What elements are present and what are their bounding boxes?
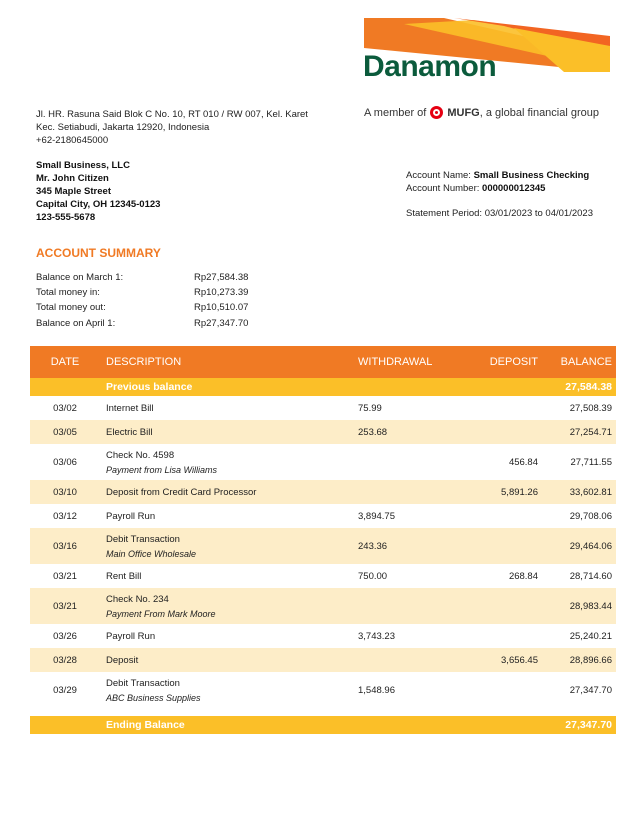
row-deposit: 268.84 <box>508 570 538 582</box>
row-balance: 25,240.21 <box>569 630 612 642</box>
row-deposit: 3,656.45 <box>450 648 544 672</box>
row-date: 03/28 <box>30 648 100 672</box>
row-withdrawal: 253.68 <box>358 420 450 444</box>
table-row <box>30 504 616 528</box>
row-balance: 33,602.81 <box>544 480 616 504</box>
account-summary-title: ACCOUNT SUMMARY <box>36 246 161 260</box>
member-suffix: , a global financial group <box>479 106 599 119</box>
table-row <box>30 396 616 420</box>
table-row <box>30 480 616 504</box>
row-description: Check No. 234 Payment From Mark Moore <box>100 588 358 624</box>
row-description: Electric Bill <box>100 420 358 444</box>
row-deposit <box>450 528 544 564</box>
row-description: Debit Transaction Main Office Wholesale <box>100 528 358 564</box>
transactions-table <box>30 346 616 734</box>
row-withdrawal <box>358 444 450 480</box>
row-memo: Payment from Lisa Williams <box>106 464 217 475</box>
statement-period-value: 03/01/2023 to 04/01/2023 <box>484 208 593 219</box>
table-row <box>30 588 616 624</box>
row-deposit <box>450 588 544 624</box>
row-date: 03/10 <box>30 480 100 504</box>
row-deposit <box>450 396 544 420</box>
row-description: Deposit from Credit Card Processor <box>100 480 358 504</box>
account-name-line: Account Name: Small Business Checking <box>406 170 590 181</box>
danamon-logo-text: Danamon <box>363 50 497 83</box>
row-withdrawal <box>358 480 450 504</box>
customer-city: Capital City, OH 12345-0123 <box>36 199 161 210</box>
summary-row: Balance on March 1: Rp27,584.38 <box>36 272 249 283</box>
row-memo: Main Office Wholesale <box>106 548 197 559</box>
customer-phone: 123-555-5678 <box>36 212 96 223</box>
account-name: Small Business Checking <box>473 170 590 181</box>
row-description: Check No. 4598 Payment from Lisa Williams <box>100 444 358 480</box>
row-balance: 27,254.71 <box>544 420 616 444</box>
header-deposit: DEPOSIT <box>450 346 544 378</box>
account-number: 000000012345 <box>482 183 546 194</box>
bank-address <box>36 108 308 147</box>
account-info <box>406 169 589 195</box>
row-deposit <box>450 624 544 648</box>
row-balance: 28,983.44 <box>544 588 616 624</box>
previous-balance-row: Previous balance 27,584.38 <box>30 378 616 396</box>
row-withdrawal <box>358 588 450 624</box>
statement-period: Statement Period: 03/01/2023 to 04/01/2023 <box>406 208 593 219</box>
row-description: Deposit <box>100 648 358 672</box>
table-row <box>30 528 616 564</box>
row-date: 03/05 <box>30 420 100 444</box>
row-description: Rent Bill <box>106 570 142 582</box>
row-description: Payroll Run <box>106 510 156 522</box>
row-description: Internet Bill <box>106 402 154 414</box>
row-withdrawal: 243.36 <box>358 528 450 564</box>
ending-balance-row: Ending Balance 27,347.70 <box>30 716 616 734</box>
summary-row: Total money out: Rp10,510.07 <box>36 302 249 313</box>
table-row <box>30 444 616 480</box>
customer-street: 345 Maple Street <box>36 186 111 197</box>
row-withdrawal: 75.99 <box>358 402 382 414</box>
summary-row: Balance on April 1: Rp27,347.70 <box>36 318 249 329</box>
row-balance: 29,708.06 <box>569 510 612 522</box>
row-withdrawal <box>358 648 450 672</box>
bank-address-line: Kec. Setiabudi, Jakarta 12920, Indonesia <box>36 122 210 133</box>
mufg-icon <box>430 106 443 119</box>
row-balance: 28,896.66 <box>544 648 616 672</box>
row-description: Payroll Run <box>106 630 156 642</box>
header-date: DATE <box>30 346 100 378</box>
row-date: 03/21 <box>53 570 77 582</box>
row-withdrawal: 3,894.75 <box>358 510 395 522</box>
mufg-name: MUFG <box>447 106 480 119</box>
row-memo: Payment From Mark Moore <box>106 608 216 619</box>
row-withdrawal: 750.00 <box>358 570 388 582</box>
bank-address-line: Jl. HR. Rasuna Said Blok C No. 10, RT 010 / RW 007, Kel. Karet <box>36 109 308 120</box>
row-balance: 28,714.60 <box>569 570 612 582</box>
table-row <box>30 648 616 672</box>
customer-company: Small Business, LLC <box>36 160 130 171</box>
row-withdrawal: 1,548.96 <box>358 684 395 696</box>
row-date: 03/21 <box>30 588 100 624</box>
row-description: Debit Transaction ABC Business Supplies <box>100 672 358 708</box>
customer-block <box>36 159 160 224</box>
row-date: 03/16 <box>30 528 100 564</box>
mufg-member-line <box>364 106 599 119</box>
header-description: DESCRIPTION <box>100 346 358 378</box>
row-deposit: 456.84 <box>508 456 538 468</box>
row-withdrawal: 3,743.23 <box>358 630 395 642</box>
row-date: 03/06 <box>53 456 77 468</box>
summary-row: Total money in: Rp10,273.39 <box>36 287 249 298</box>
member-prefix: A member of <box>364 106 427 119</box>
row-deposit <box>450 420 544 444</box>
row-balance: 27,508.39 <box>569 402 612 414</box>
row-date: 03/12 <box>53 510 77 522</box>
table-row <box>30 624 616 648</box>
table-row <box>30 672 616 708</box>
row-date: 03/26 <box>53 630 77 642</box>
customer-name: Mr. John Citizen <box>36 173 109 184</box>
bank-phone: +62-2180645000 <box>36 135 109 146</box>
table-header <box>30 346 616 378</box>
row-deposit <box>450 672 544 708</box>
header-balance: BALANCE <box>544 346 616 378</box>
row-balance: 27,711.55 <box>570 456 612 468</box>
row-date: 03/29 <box>53 684 77 696</box>
table-row <box>30 420 616 444</box>
row-deposit <box>450 504 544 528</box>
row-balance: 29,464.06 <box>544 528 616 564</box>
row-memo: ABC Business Supplies <box>106 692 201 703</box>
table-spacer <box>30 708 616 716</box>
row-date: 03/02 <box>53 402 77 414</box>
row-balance: 27,347.70 <box>569 684 612 696</box>
row-deposit: 5,891.26 <box>450 480 544 504</box>
header-withdrawal: WITHDRAWAL <box>358 346 450 378</box>
table-row <box>30 564 616 588</box>
account-number-line: Account Number: 000000012345 <box>406 183 546 194</box>
